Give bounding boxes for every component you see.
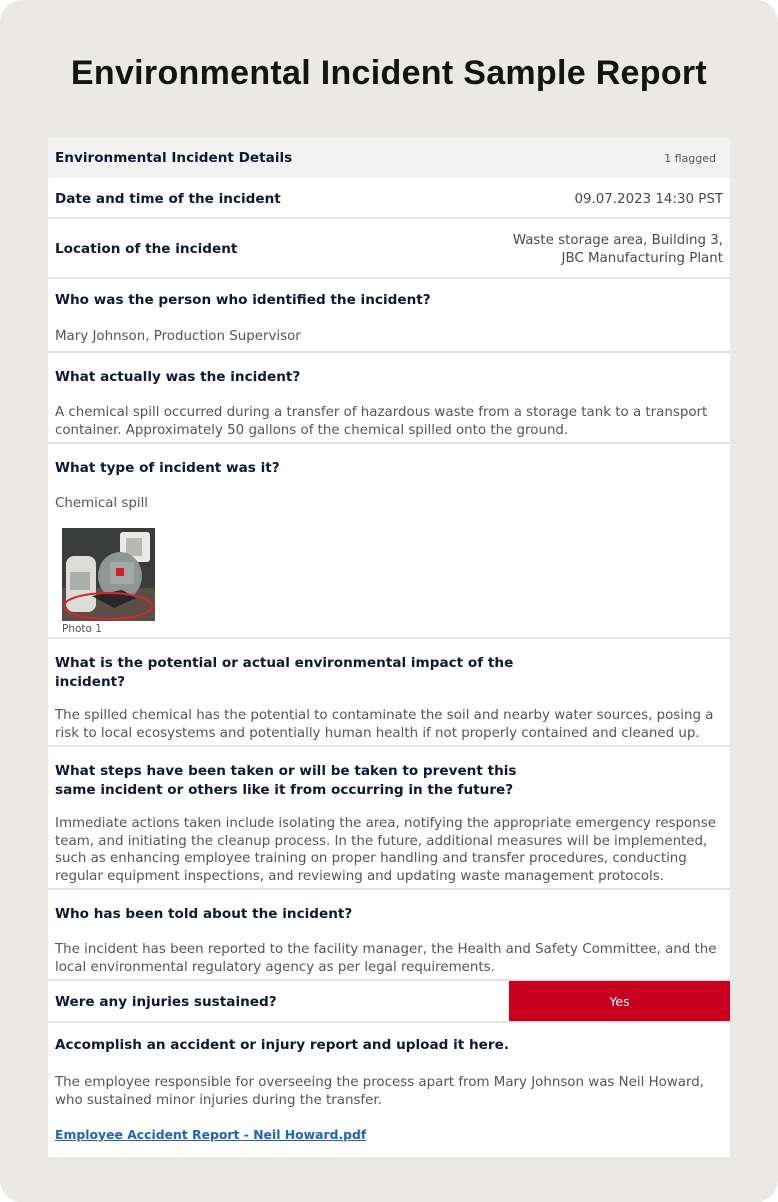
incident-report <box>48 138 730 1157</box>
answer-line: The incident has been reported to the facility manager, the Health and Safety Committee, and the <box>55 942 717 957</box>
question-location: Location of the incident <box>55 241 238 257</box>
item-date-time <box>48 178 730 219</box>
question-accident-report: Accomplish an accident or injury report and upload it here. <box>55 1037 509 1053</box>
answer-line: risk to local ecosystems and potentially human health if not properly contained and cleaned up. <box>55 725 700 741</box>
question-identified-by: Who was the person who identified the incident? <box>55 292 431 308</box>
item-injuries <box>48 981 730 1023</box>
answer-incident-description <box>55 404 720 439</box>
section-header <box>48 138 730 178</box>
answer-line: The spilled chemical has the potential to contaminate the soil and nearby water sources, posing a <box>55 708 714 723</box>
item-accident-report <box>48 1023 730 1157</box>
incident-photo[interactable] <box>62 528 155 621</box>
flagged-count: 1 flagged <box>664 152 716 165</box>
answer-line: Immediate actions taken include isolating the area, notifying the appropriate emergency response <box>55 816 716 831</box>
answer-prevention-steps <box>55 815 720 885</box>
item-location <box>48 219 730 279</box>
answer-line: local environmental regulatory agency as per legal requirements. <box>55 959 495 975</box>
item-environmental-impact <box>48 639 730 747</box>
question-date-time: Date and time of the incident <box>55 191 281 207</box>
question-line: What is the potential or actual environmental impact of the <box>55 655 514 671</box>
section-title: Environmental Incident Details <box>55 150 293 166</box>
photo-caption: Photo 1 <box>62 623 102 635</box>
item-identified-by <box>48 279 730 353</box>
answer-line: such as enhancing employee training on proper handling and transfer procedures, conducting <box>55 851 687 866</box>
question-incident-type: What type of incident was it? <box>55 460 280 476</box>
question-prevention-steps <box>55 762 517 800</box>
answer-line: The employee responsible for overseeing the process apart from Mary Johnson was Neil Howard, <box>55 1075 705 1090</box>
question-line: What steps have been taken or will be taken to prevent this <box>55 763 517 779</box>
answer-environmental-impact <box>55 707 720 742</box>
answer-line: who sustained minor injuries during the transfer. <box>55 1092 382 1108</box>
answer-location <box>513 232 723 267</box>
chemical-spill-photo-icon <box>62 528 155 621</box>
answer-location-line1: Waste storage area, Building 3, <box>512 233 723 248</box>
answer-line: A chemical spill occurred during a transfer of hazardous waste from a storage tank to a transport <box>55 405 708 420</box>
item-incident-type <box>48 444 730 639</box>
question-incident-description: What actually was the incident? <box>55 369 301 385</box>
question-line: incident? <box>55 674 126 690</box>
answer-accident-report <box>55 1074 720 1109</box>
page-title: Environmental Incident Sample Report <box>70 54 708 92</box>
answer-line: container. Approximately 50 gallons of the chemical spilled onto the ground. <box>55 422 569 438</box>
answer-date-time: 09.07.2023 14:30 PST <box>574 192 723 207</box>
item-notified-parties <box>48 890 730 981</box>
answer-line: team, and initiating the cleanup process. In the future, additional measures will be implemented, <box>55 833 708 849</box>
accident-report-attachment-link[interactable]: Employee Accident Report - Neil Howard.pdf <box>55 1127 367 1142</box>
injuries-answer-badge: Yes <box>509 981 730 1021</box>
question-notified-parties: Who has been told about the incident? <box>55 906 353 922</box>
question-injuries: Were any injuries sustained? <box>55 994 277 1010</box>
item-incident-description <box>48 353 730 444</box>
item-prevention-steps <box>48 747 730 890</box>
answer-identified-by: Mary Johnson, Production Supervisor <box>55 329 301 344</box>
question-environmental-impact <box>55 654 513 692</box>
answer-incident-type: Chemical spill <box>55 496 149 511</box>
answer-location-line2: JBC Manufacturing Plant <box>561 250 723 266</box>
answer-line: regular equipment inspections, and reviewing and updating waste management protocols. <box>55 868 665 884</box>
answer-notified-parties <box>55 941 720 976</box>
question-line: same incident or others like it from occurring in the future? <box>55 782 514 798</box>
